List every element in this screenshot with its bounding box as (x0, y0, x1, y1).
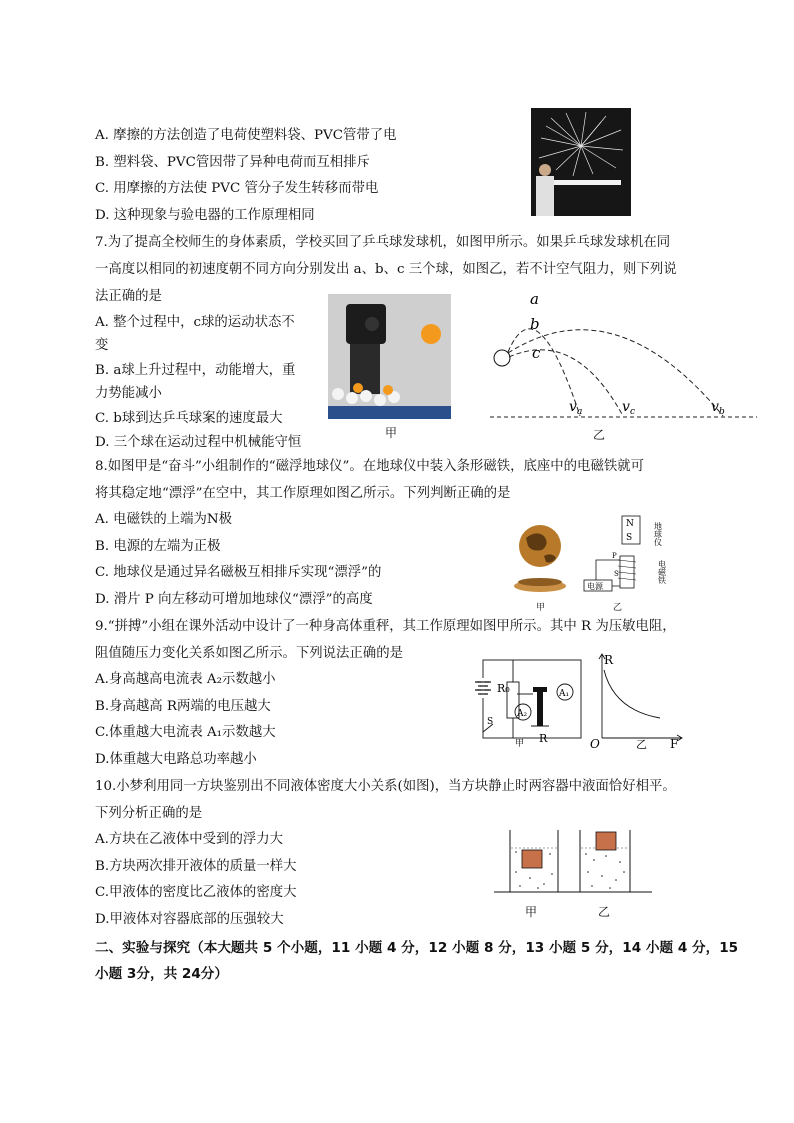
svg-text:电磁铁: 电磁铁 (657, 560, 667, 584)
q7-stem-line-3: 法正确的是 (95, 289, 162, 304)
q7-stem-line-1: 7.为了提高全校师生的身体素质，学校买回了乒乓球发球机，如图甲所示。如果乒乓球发球机在同 (95, 235, 671, 250)
svg-text:S: S (614, 570, 619, 578)
q8-option-c: C. 地球仪是通过异名磁极互相排斥实现“漂浮”的 (95, 565, 382, 580)
q7-option-c: C. b球到达乒乓球案的速度最大 (95, 411, 283, 426)
q10-stem-line-2: 下列分析正确的是 (95, 806, 203, 821)
q8-caption-jia: 甲 (536, 603, 546, 613)
q7-option-d: D. 三个球在运动过程中机械能守恒 (95, 435, 302, 450)
q9-option-a: A.身高越高电流表 A₂示数越小 (95, 672, 276, 687)
svg-text:R₀: R₀ (497, 682, 510, 695)
q8-circuit-diagram (582, 512, 677, 600)
q7-caption-jia: 甲 (385, 426, 398, 440)
svg-text:S: S (626, 533, 633, 543)
svg-text:b: b (719, 407, 725, 417)
svg-text:P: P (612, 552, 617, 560)
label-b: b (530, 315, 540, 333)
q6-static-photo (531, 108, 631, 216)
q8-option-b: B. 电源的左端为正极 (95, 539, 221, 554)
svg-text:N: N (626, 519, 634, 529)
svg-text:v: v (569, 399, 577, 415)
q10-caption-jia: 甲 (525, 905, 538, 919)
q8-globe-photo (508, 522, 573, 597)
q6-option-a: A. 摩擦的方法创造了电荷使塑料袋、PVC管带了电 (95, 128, 397, 143)
q7-option-b: B. a球上升过程中，动能增大，重 (95, 363, 296, 378)
q7-option-a: A. 整个过程中，c球的运动状态不 (95, 315, 295, 330)
q7-ball-machine-photo (328, 294, 451, 419)
q9-r-f-graph (590, 650, 690, 750)
q9-stem-line-1: 9.“拼搏”小组在课外活动中设计了一种身高体重秤，其工作原理如图甲所示。其中 R 为压敏电阻， (95, 619, 676, 634)
svg-text:F: F (670, 737, 679, 750)
q6-option-d: D. 这种现象与验电器的工作原理相同 (95, 208, 315, 223)
q8-stem-line-2: 将其稳定地“漂浮”在空中，其工作原理如图乙所示。下列判断正确的是 (95, 486, 511, 501)
q10-option-a: A.方块在乙液体中受到的浮力大 (95, 832, 284, 847)
q8-option-d: D. 滑片 P 向左移动可增加地球仪“漂浮”的高度 (95, 592, 373, 607)
svg-text:S: S (487, 717, 494, 727)
q9-option-c: C.体重越大电流表 A₁示数越大 (95, 725, 276, 740)
svg-text:电源: 电源 (587, 582, 603, 591)
svg-text:甲: 甲 (515, 739, 525, 749)
svg-text:A₂: A₂ (517, 709, 528, 719)
svg-text:a: a (577, 407, 583, 417)
q9-stem-line-2: 阻值随压力变化关系如图乙所示。下列说法正确的是 (95, 646, 403, 661)
q10-option-c: C.甲液体的密度比乙液体的密度大 (95, 885, 297, 900)
svg-text:A₁: A₁ (559, 689, 570, 699)
svg-text:v: v (622, 399, 630, 415)
q8-option-a: A. 电磁铁的上端为N极 (95, 512, 233, 527)
svg-text:O: O (590, 737, 600, 750)
q10-option-b: B.方块两次排开液体的质量一样大 (95, 859, 297, 874)
q7-option-b-cont: 力势能减小 (95, 386, 162, 401)
section2-heading-line-2: 小题 3分，共 24分） (95, 966, 228, 982)
q7-option-a-cont: 变 (95, 338, 109, 353)
label-a: a (530, 290, 539, 308)
svg-text:R: R (604, 653, 614, 667)
q9-circuit-diagram (475, 654, 587, 750)
q9-option-b: B.身高越高 R两端的电压越大 (95, 699, 271, 714)
q10-stem-line-1: 10.小梦利用同一方块鉴别出不同液体密度大小关系(如图)，当方块静止时两容器中液面恰好相平。 (95, 779, 676, 794)
q10-containers-diagram (494, 828, 654, 898)
svg-text:乙: 乙 (636, 738, 647, 750)
label-c: c (532, 344, 541, 362)
svg-text:R: R (539, 732, 548, 745)
q7-trajectory-diagram (485, 290, 760, 440)
q6-option-b: B. 塑料袋、PVC管因带了异种电荷而互相排斥 (95, 155, 370, 170)
svg-text:v: v (711, 399, 719, 415)
svg-text:c: c (630, 407, 636, 417)
q7-caption-yi: 乙 (593, 428, 606, 442)
q9-option-d: D.体重越大电路总功率越小 (95, 752, 257, 767)
q8-caption-yi: 乙 (613, 603, 623, 613)
svg-text:地球仪: 地球仪 (653, 522, 663, 546)
section2-heading-line-1: 二、实验与探究（本大题共 5 个小题，11 小题 4 分，12 小题 8 分，13 小题 5 分，14 小题 4 分，15 (95, 940, 739, 956)
q7-stem-line-2: 一高度以相同的初速度朝不同方向分别发出 a、b、c 三个球，如图乙，若不计空气阻力，则下列说 (95, 262, 677, 277)
q6-option-c: C. 用摩擦的方法使 PVC 管分子发生转移而带电 (95, 181, 379, 196)
q10-option-d: D.甲液体对容器底部的压强较大 (95, 912, 284, 927)
q8-stem-line-1: 8.如图甲是“奋斗”小组制作的“磁浮地球仪”。在地球仪中装入条形磁铁，底座中的电磁铁就可 (95, 459, 644, 474)
q10-caption-yi: 乙 (598, 905, 611, 919)
